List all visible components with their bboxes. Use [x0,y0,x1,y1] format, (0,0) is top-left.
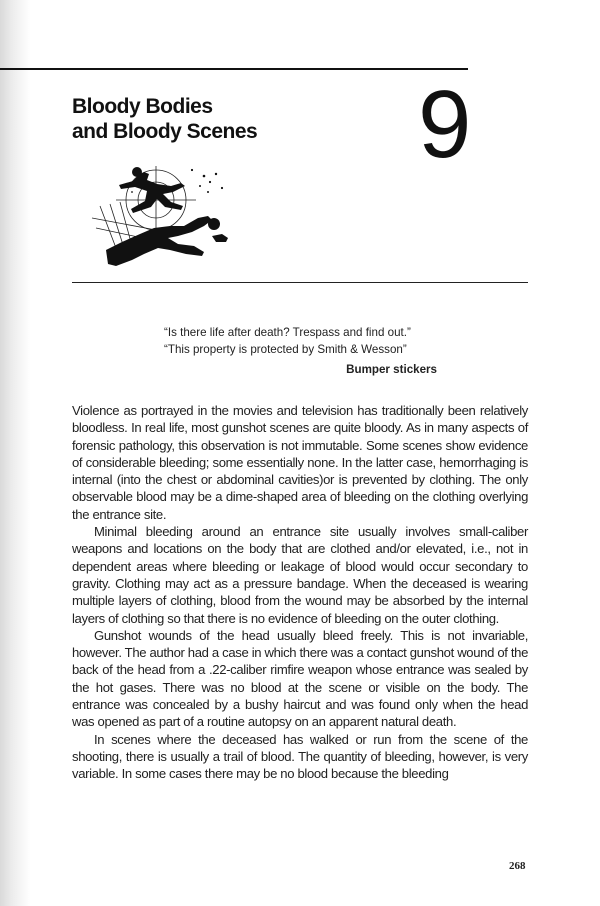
section-rule [72,282,528,283]
paragraph-3: Gunshot wounds of the head usually bleed freely. This is not invariable, however. The author had a case in which there was a contact gunshot wound of the back of the head from a .22-caliber rimfire weapon whose entrance was sealed by the hot gases. There was no blood at the scene or visible on the body. The entrance was concealed by a bushy haircut and was found only when the head was opened as part of a routine autopsy on an apparent natural death. [72,627,528,730]
epigraph-source: Bumper stickers [346,363,437,376]
chapter-title-line-1: Bloody Bodies [72,95,213,118]
paragraph-1: Violence as portrayed in the movies and television has traditionally been relatively bloodless. In real life, most gunshot scenes are quite bloody. As in many aspects of forensic pathology, this observation is not immutable. Some scenes show evidence of considerable bleeding; some essentially none. In the latter case, hemorrhaging is internal (into the chest or abdominal cavities)or is prevented by clothing. The only observable blood may be a dime-shaped area of bleeding on the clothing overlying the entrance site. [72,403,528,522]
epigraph-quote-1: “Is there life after death? Trespass and find out.” [164,326,411,339]
chapter-number: 9 [418,71,472,178]
figure-upper-silhouette [119,172,185,213]
crime-scene-silhouette-illustration [86,162,236,272]
paragraph-4: In scenes where the deceased has walked or run from the scene of the shooting, there is usually a trail of blood. The quantity of bleeding, however, is very variable. In some cases there may be no blood because the bleeding [72,731,528,782]
epigraph-quote-2: “This property is protected by Smith & Wesson” [164,343,407,356]
page-gutter-shadow [0,0,30,906]
paragraph-2: Minimal bleeding around an entrance site usually involves small-caliber weapons and locations on the body that are clothed and/or elevated, i.e., not in dependent areas where bleeding or leakage of blood would occur secondary to gravity. Clothing may act as a pressure bandage. When the deceased is wearing multiple layers of clothing, blood from the wound may be absorbed by the internal layers of clothing so that there is no evidence of bleeding on the outer clothing. [72,524,528,626]
top-rule [0,68,468,70]
epigraph [164,324,454,378]
page-number: 268 [509,860,526,872]
body-text [72,402,528,783]
chapter-title [72,94,257,144]
chapter-title-line-2: and Bloody Scenes [72,120,258,143]
